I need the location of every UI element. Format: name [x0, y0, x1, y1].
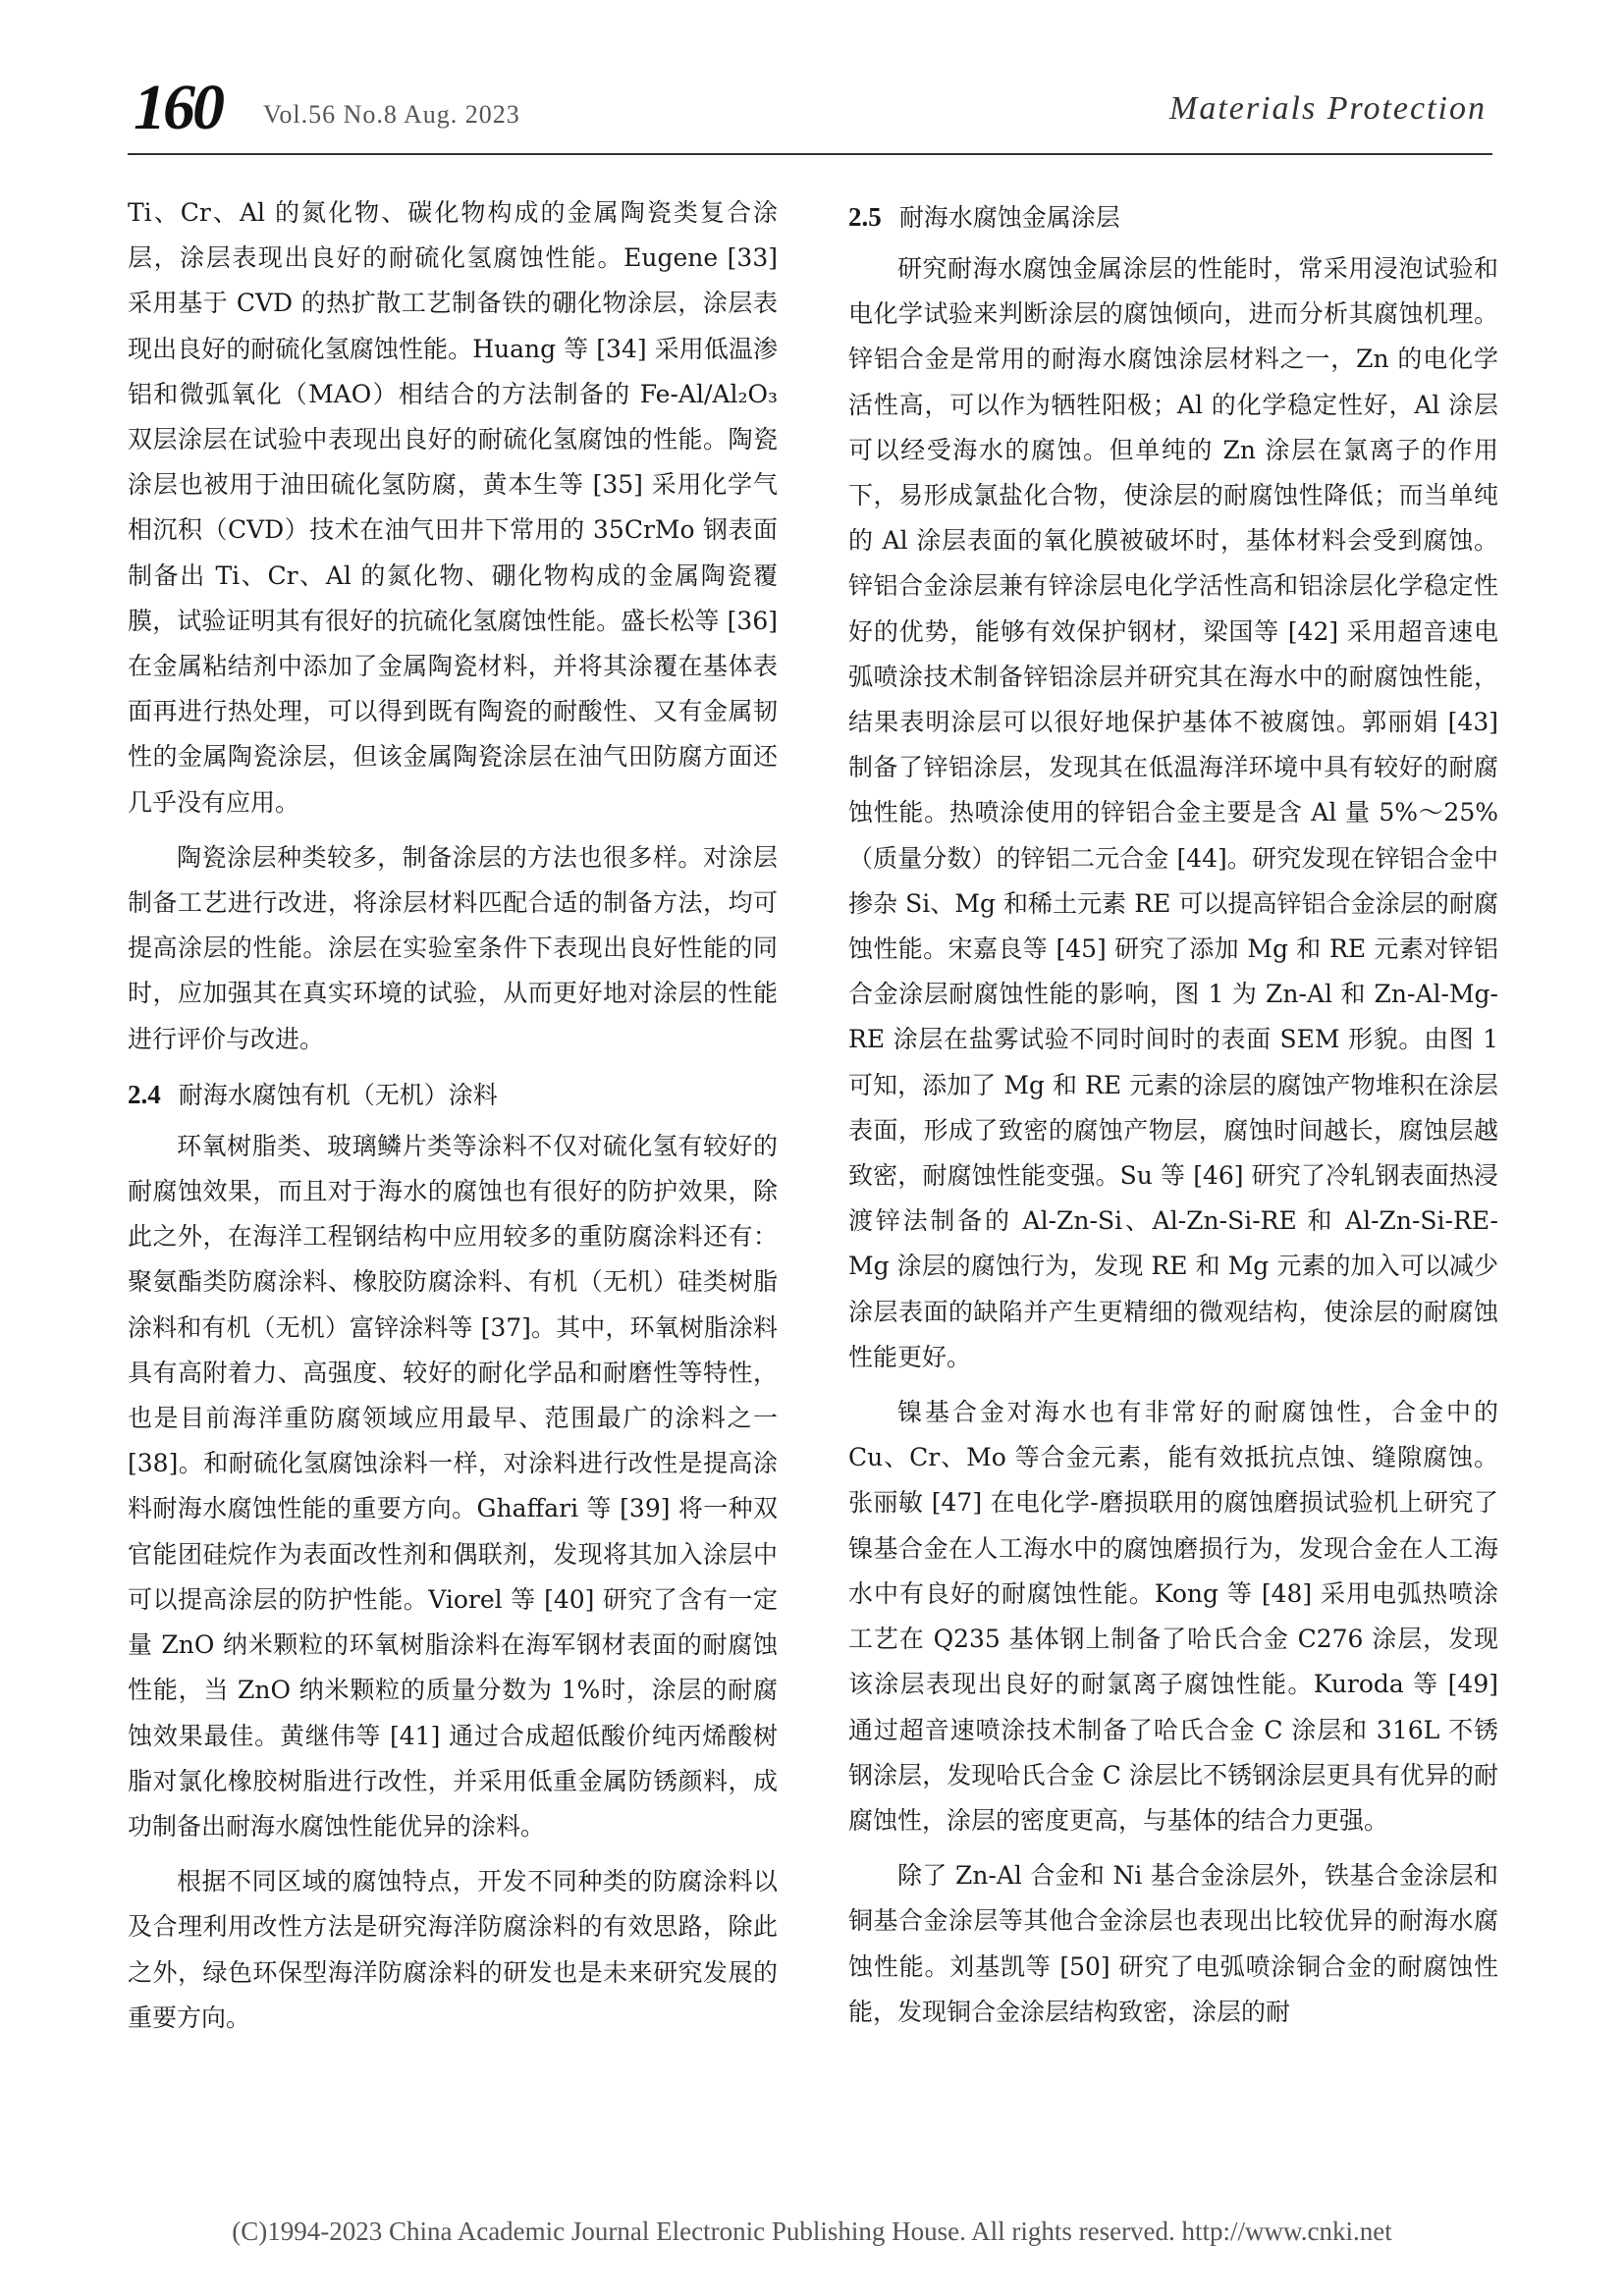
left-paragraph-2: 陶瓷涂层种类较多，制备涂层的方法也很多样。对涂层制备工艺进行改进，将涂层材料匹配合适的制备方法，均可提高涂层的性能。涂层在实验室条件下表现出良好性能的同时，应加强其在真实环境的试验，从而更好地对涂层的性能进行评价与改进。 [128, 842, 778, 1053]
right-column [848, 190, 1498, 2045]
right-paragraph-2: 镍基合金对海水也有非常好的耐腐蚀性，合金中的 Cu、Cr、Mo 等合金元素，能有效抵抗点蚀、缝隙腐蚀。张丽敏 [47] 在电化学-磨损联用的腐蚀磨损试验机上研究了镍基合金在人工海水中的腐蚀磨损行为，发现合金在人工海水中有良好的耐腐蚀性能。Kong 等 [48] 采用电弧热喷涂工艺在 Q235 基体钢上制备了哈氏合金 C276 涂层，发现该涂层表现出良好的耐氯离子腐蚀性能。Kuroda 等 [49] 通过超音速喷涂技术制备了哈氏合金 C 涂层和 316L 不锈钢涂层，发现哈氏合金 C 涂层比不锈钢涂层更具有优异的耐腐蚀性，涂层的密度更高，与基体的结合力更强。 [848, 1398, 1498, 1835]
issue-info: Vol.56 No.8 Aug. 2023 [263, 100, 520, 129]
copyright-footer: (C)1994-2023 China Academic Journal Electronic Publishing House. All rights reserved. http://www.cnki.net [232, 2216, 1392, 2246]
journal-name: Materials Protection [1169, 90, 1487, 127]
page-number: 160 [134, 72, 222, 143]
header-rule [128, 153, 1492, 155]
page-header [128, 72, 1492, 143]
section-heading-2-4 [128, 1072, 778, 1118]
left-column [128, 190, 778, 2051]
left-paragraph-3: 环氧树脂类、玻璃鳞片类等涂料不仅对硫化氢有较好的耐腐蚀效果，而且对于海水的腐蚀也有很好的防护效果，除此之外，在海洋工程钢结构中应用较多的重防腐涂料还有：聚氨酯类防腐涂料、橡胶防腐涂料、有机（无机）硅类树脂涂料和有机（无机）富锌涂料等 [37]。其中，环氧树脂涂料具有高附着力、高强度、较好的耐化学品和耐磨性等特性，也是目前海洋重防腐领域应用最早、范围最广的涂料之一 [38]。和耐硫化氢腐蚀涂料一样，对涂料进行改性是提高涂料耐海水腐蚀性能的重要方向。Ghaffari 等 [39] 将一种双官能团硅烷作为表面改性剂和偶联剂，发现将其加入涂层中可以提高涂层的防护性能。Viorel 等 [40] 研究了含有一定量 ZnO 纳米颗粒的环氧树脂涂料在海军钢材表面的耐腐蚀性能，当 ZnO 纳米颗粒的质量分数为 1%时，涂层的耐腐蚀效果最佳。黄继伟等 [41] 通过合成超低酸价纯丙烯酸树脂对氯化橡胶树脂进行改性，并采用低重金属防锈颜料，成功制备出耐海水腐蚀性能优异的涂料。 [128, 1131, 778, 1841]
section-heading-2-5 [848, 194, 1498, 240]
section-number: 2.4 [128, 1079, 161, 1109]
section-number: 2.5 [848, 202, 882, 232]
right-paragraph-3: 除了 Zn-Al 合金和 Ni 基合金涂层外，铁基合金涂层和铜基合金涂层等其他合金涂层也表现出比较优异的耐海水腐蚀性能。刘基凯等 [50] 研究了电弧喷涂铜合金的耐腐蚀性能，发现铜合金涂层结构致密，涂层的耐 [848, 1861, 1498, 2026]
section-title: 耐海水腐蚀金属涂层 [898, 203, 1120, 232]
left-paragraph-4: 根据不同区域的腐蚀特点，开发不同种类的防腐涂料以及合理利用改性方法是研究海洋防腐涂料的有效思路，除此之外，绿色环保型海洋防腐涂料的研发也是未来研究发展的重要方向。 [128, 1867, 778, 2032]
section-title: 耐海水腐蚀有机（无机）涂料 [178, 1080, 498, 1109]
left-paragraph-1: Ti、Cr、Al 的氮化物、碳化物构成的金属陶瓷类复合涂层，涂层表现出良好的耐硫化氢腐蚀性能。Eugene [33] 采用基于 CVD 的热扩散工艺制备铁的硼化物涂层，涂层表现出良好的耐硫化氢腐蚀性能。Huang 等 [34] 采用低温渗铝和微弧氧化（MAO）相结合的方法制备的 Fe-Al/Al₂O₃ 双层涂层在试验中表现出良好的耐硫化氢腐蚀的性能。陶瓷涂层也被用于油田硫化氢防腐，黄本生等 [35] 采用化学气相沉积（CVD）技术在油气田井下常用的 35CrMo 钢表面制备出 Ti、Cr、Al 的氮化物、硼化物构成的金属陶瓷覆膜，试验证明其有很好的抗硫化氢腐蚀性能。盛长松等 [36] 在金属粘结剂中添加了金属陶瓷材料，并将其涂覆在基体表面再进行热处理，可以得到既有陶瓷的耐酸性、又有金属韧性的金属陶瓷涂层，但该金属陶瓷涂层在油气田防腐方面还几乎没有应用。 [128, 198, 778, 817]
right-paragraph-1: 研究耐海水腐蚀金属涂层的性能时，常采用浸泡试验和电化学试验来判断涂层的腐蚀倾向，进而分析其腐蚀机理。锌铝合金是常用的耐海水腐蚀涂层材料之一，Zn 的电化学活性高，可以作为牺牲阳极；Al 的化学稳定性好，Al 涂层可以经受海水的腐蚀。但单纯的 Zn 涂层在氯离子的作用下，易形成氯盐化合物，使涂层的耐腐蚀性降低；而当单纯的 Al 涂层表面的氧化膜被破坏时，基体材料会受到腐蚀。锌铝合金涂层兼有锌涂层电化学活性高和铝涂层化学稳定性好的优势，能够有效保护钢材，梁国等 [42] 采用超音速电弧喷涂技术制备锌铝涂层并研究其在海水中的耐腐蚀性能，结果表明涂层可以很好地保护基体不被腐蚀。郭丽娟 [43] 制备了锌铝涂层，发现其在低温海洋环境中具有较好的耐腐蚀性能。热喷涂使用的锌铝合金主要是含 Al 量 5%～25%（质量分数）的锌铝二元合金 [44]。研究发现在锌铝合金中掺杂 Si、Mg 和稀土元素 RE 可以提高锌铝合金涂层的耐腐蚀性能。宋嘉良等 [45] 研究了添加 Mg 和 RE 元素对锌铝合金涂层耐腐蚀性能的影响，图 1 为 Zn-Al 和 Zn-Al-Mg-RE 涂层在盐雾试验不同时间时的表面 SEM 形貌。由图 1 可知，添加了 Mg 和 RE 元素的涂层的腐蚀产物堆积在涂层表面，形成了致密的腐蚀产物层，腐蚀时间越长，腐蚀层越致密，耐腐蚀性能变强。Su 等 [46] 研究了冷轧钢表面热浸渡锌法制备的 Al-Zn-Si、Al-Zn-Si-RE 和 Al-Zn-Si-RE-Mg 涂层的腐蚀行为，发现 RE 和 Mg 元素的加入可以减少涂层表面的缺陷并产生更精细的微观结构，使涂层的耐腐蚀性能更好。 [848, 254, 1498, 1371]
